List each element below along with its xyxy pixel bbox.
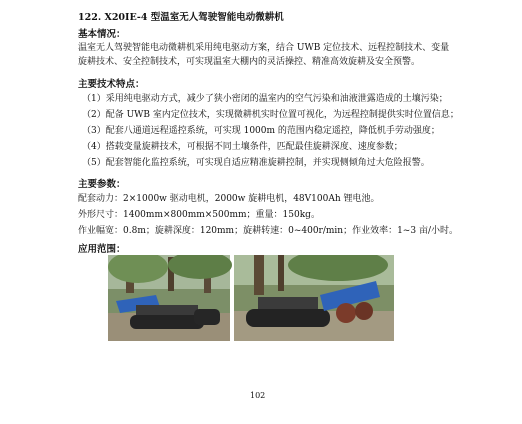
feature-item-3: （3）配套八通道远程遥控系统，可实现 1000m 的范围内稳定遥控，降低机手劳动强度； xyxy=(82,126,440,136)
page-number: 102 xyxy=(250,391,266,400)
feature-item-1: （1）采用纯电驱动方式，减少了狭小密闭的温室内的空气污染和油液泄露造成的土壤污染； xyxy=(82,94,448,104)
basic-para-line-1: 温室无人驾驶智能电动微耕机采用纯电驱动方案，结合 UWB 定位技术、远程控制技术、变量 xyxy=(78,43,450,53)
feature-item-4: （4）搭载变量旋耕技术，可根据不同土壤条件，匹配最佳旋耕深度、速度参数； xyxy=(82,142,403,152)
heading-params: 主要参数： xyxy=(78,179,126,190)
param-line-3: 作业幅宽：0.8m；旋耕深度：120mm；旋耕转速：0~400r/min；作业效率：1~3 亩/小时。 xyxy=(78,226,458,236)
feature-item-2: （2）配备 UWB 室内定位技术，实现微耕机实时位置可视化，为远程控制提供实时位置信息； xyxy=(82,110,459,120)
heading-application: 应用范围： xyxy=(78,244,126,255)
section-title: 122. X20IE-4 型温室无人驾驶智能电动微耕机 xyxy=(78,12,284,23)
heading-basic-info: 基本情况： xyxy=(78,29,126,40)
param-line-2: 外形尺寸：1400mm×800mm×500mm；重量：150kg。 xyxy=(78,210,320,220)
feature-item-5: （5）配套智能化监控系统，可实现自适应精准旋耕控制，并实现侧倾角过大危险报警。 xyxy=(82,158,430,168)
photo-tractor-right xyxy=(234,255,394,341)
basic-para-line-2: 旋耕技术、安全控制技术，可实现温室大棚内的灵活操控、精准高效旋耕及安全预警。 xyxy=(78,57,421,67)
heading-features: 主要技术特点： xyxy=(78,79,145,90)
photo-tractor-left xyxy=(108,255,232,341)
application-photos xyxy=(108,255,394,341)
param-line-1: 配套动力：2×1000w 驱动电机，2000w 旋耕电机，48V100Ah 锂电池。 xyxy=(78,194,380,204)
